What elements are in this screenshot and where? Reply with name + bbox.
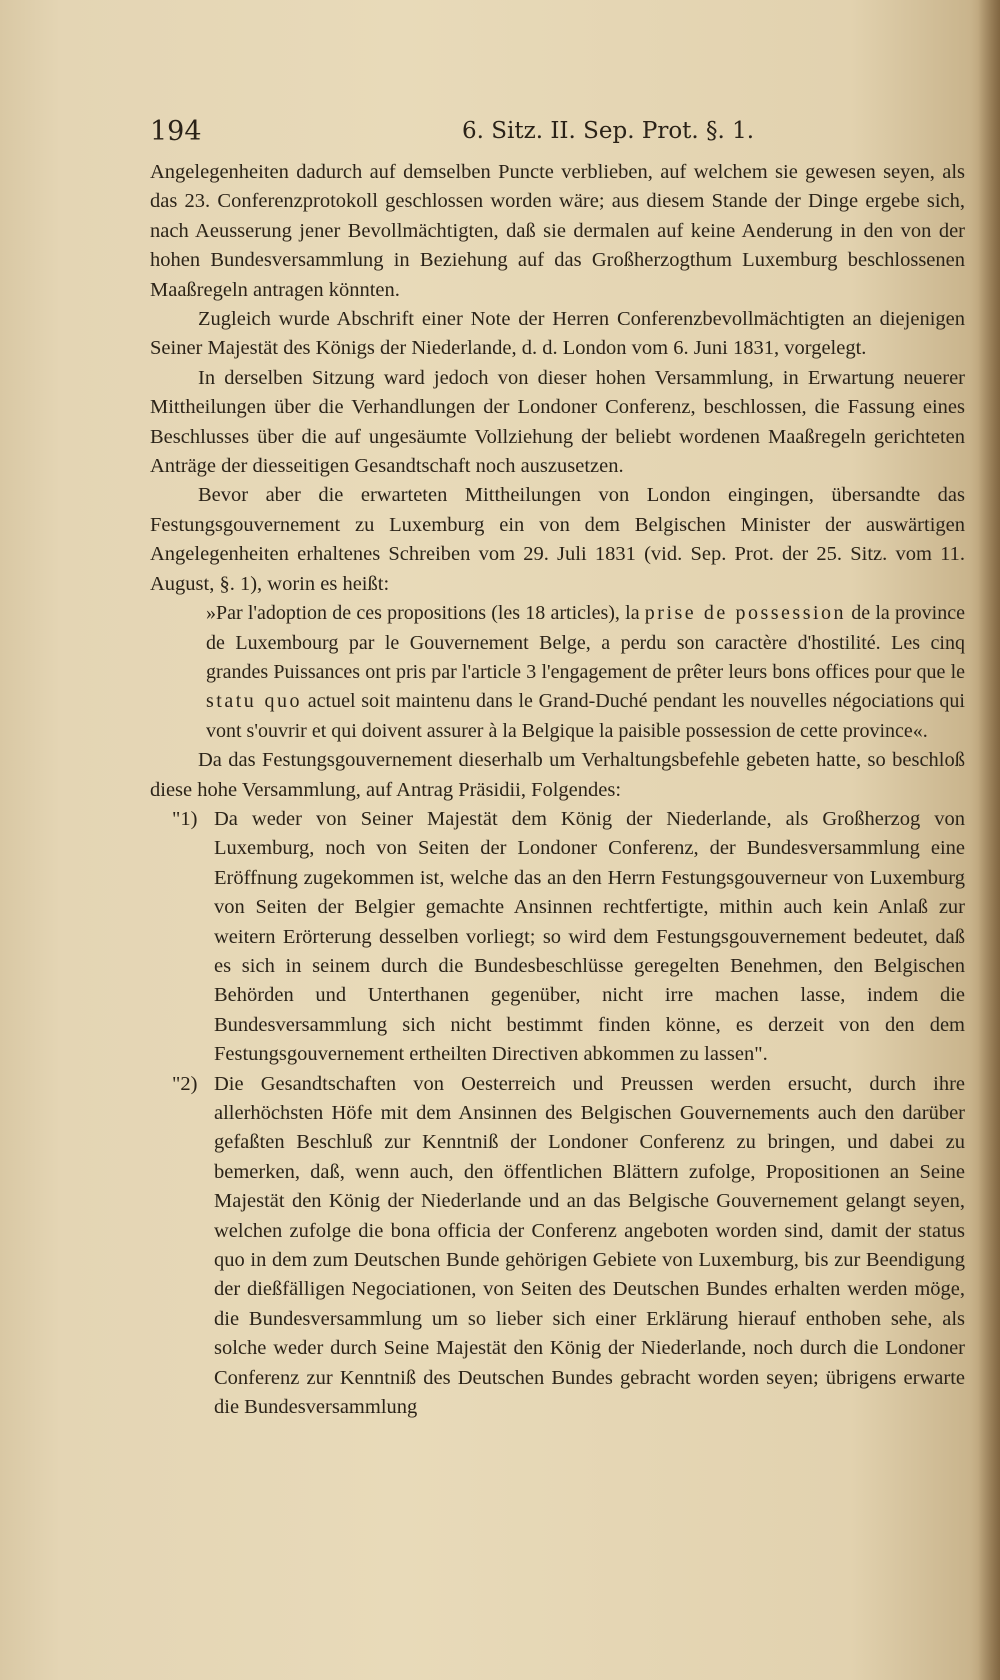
item-text-1: Da weder von Seiner Majestät dem König der Niederlande, als Großherzog von Luxemburg, noch von Seiten der Londoner Conferenz, der Bundesversammlung eine Eröffnung zugekommen ist, welche das an den Herrn Festungsgouverneur von Luxemburg von Seiten der Belgier gemachte Ansinnen rechtfertigte, mithin auch kein Anlaß zur weitern Erörterung desselben vorliegt; so wird dem Festungsgouvernement bedeutet, daß es sich in seinem durch die Bundesbeschlüsse geregelten Benehmen, den Belgischen Behörden und Unterthanen gegenüber, nicht irre machen lasse, indem die Bundesversammlung sich nicht bestimmt finden könne, es derzeit von den dem Festungsgouvernement ertheilten Directiven abkommen zu lassen". — [214, 807, 965, 1066]
item-text-2: Die Gesandtschaften von Oesterreich und Preussen werden ersucht, durch ihre allerhöchsten Höfe mit dem Ansinnen des Belgischen Gouvernements auch den darüber gefaßten Beschluß zur Kenntniß der Londoner Conferenz zu bringen, und dabei zu bemerken, daß, wenn auch, den öffentlichen Blättern zufolge, Propositionen an Seine Majestät den König der Niederlande und an das Belgische Gouvernement gelangt seyen, welchen zufolge die bona officia der Conferenz angeboten worden sind, damit der status quo in dem zum Deutschen Bunde gehörigen Gebiete von Luxemburg, bis zur Beendigung der dießfälligen Negociationen, von Seiten des Deutschen Bundes erhalten werden möge, die Bundesversammlung um so lieber sich einer Erklärung hierauf enthoben sehe, als solche weder durch Seine Majestät den König der Niederlande, noch durch die Londoner Conferenz zur Kenntniß des Deutschen Bundes gebracht worden seyen; übrigens erwarte die Bundesversammlung — [214, 1072, 965, 1419]
quote-emphasis-prise: prise de possession — [644, 602, 847, 625]
body-text — [150, 158, 965, 1422]
paragraph-note: Zugleich wurde Abschrift einer Note der Herren Conferenzbevollmächtigten an diejenigen Seiner Majestät des Königs der Niederlande, d. d. London vom 6. Juni 1831, vorgelegt. — [150, 308, 965, 360]
quote-part-b: de la province de Luxembourg par le Gouvernement Belge, a perdu son caractère d'hostilité. Les cinq grandes Puissances ont pris par l'article 3 l'engagement de prêter leurs bons offices pour que le — [206, 602, 965, 683]
quote-emphasis-statu-quo: statu quo — [206, 690, 303, 713]
quote-part-c: actuel soit maintenu dans le Grand-Duché pendant les nouvelles négociations qui vont s'ouvrir et qui doivent assurer à la Belgique la paisible possession de cette province«. — [206, 690, 965, 742]
paragraph-session: In derselben Sitzung ward jedoch von dieser hohen Versammlung, in Erwartung neuerer Mittheilungen über die Verhandlungen der Londoner Conferenz, beschlossen, die Fassung eines Beschlusses über die auf ungesäumte Vollziehung der beliebt wordenen Maaßregeln gerichteten Anträge der diesseitigen Gesandtschaft noch auszusetzen. — [150, 366, 965, 478]
paragraph-continuation: Angelegenheiten dadurch auf demselben Puncte verblieben, auf welchem sie gewesen seyen, als das 23. Conferenzprotokoll geschlossen worden wäre; aus diesem Stande der Dinge ergebe sich, nach Aeusserung jener Bevollmächtigten, daß sie dermalen auf keine Aenderung in den von der hohen Bundesversammlung in Beziehung auf das Großherzogthum Luxemburg beschlossenen Maaßregeln antragen könnten. — [150, 161, 965, 301]
resolution-item-2 — [150, 1070, 965, 1423]
page-header — [150, 116, 850, 148]
item-number-1: "1) — [172, 807, 198, 830]
french-quotation — [150, 599, 965, 746]
quote-part-a: »Par l'adoption de ces propositions (les 18 articles), la — [206, 602, 640, 625]
resolution-item-1 — [150, 805, 965, 1070]
item-number-2: "2) — [172, 1072, 198, 1095]
paragraph-resolution: Da das Festungsgouvernement dieserhalb um Verhaltungsbefehle gebeten hatte, so beschloß diese hohe Versammlung, auf Antrag Präsidii, Folgendes: — [150, 749, 965, 801]
paragraph-letter: Bevor aber die erwarteten Mittheilungen von London eingingen, übersandte das Festungsgouvernement zu Luxemburg ein von dem Belgischen Minister der auswärtigen Angelegenheiten erhaltenes Schreiben vom 29. Juli 1831 (vid. Sep. Prot. der 25. Sitz. vom 11. August, §. 1), worin es heißt: — [150, 484, 965, 595]
page-number: 194 — [150, 116, 202, 147]
running-head: 6. Sitz. II. Sep. Prot. §. 1. — [462, 118, 755, 144]
